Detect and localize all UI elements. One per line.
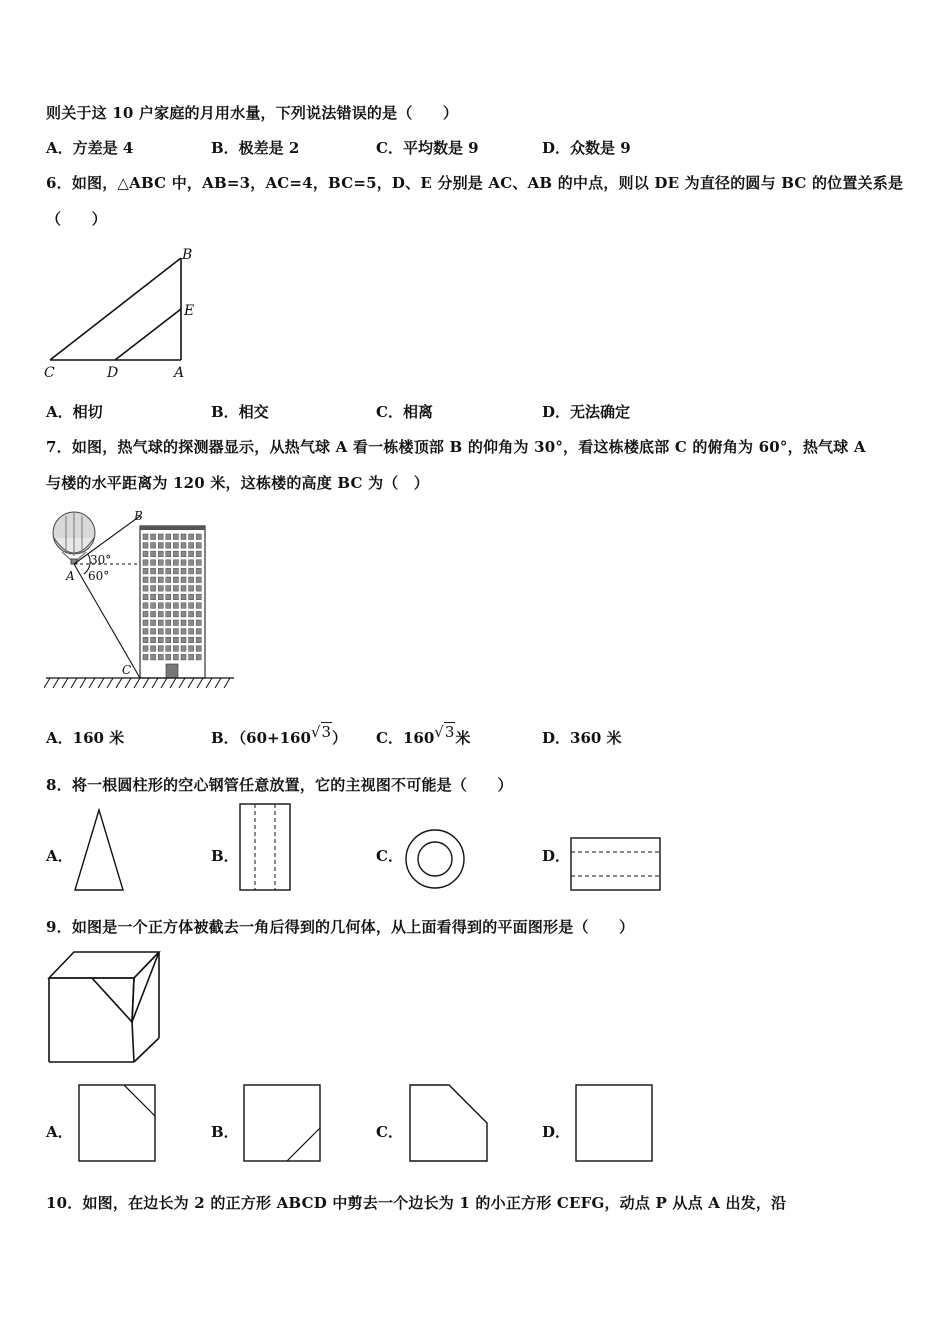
building-window xyxy=(181,594,186,600)
ground-hatch xyxy=(125,678,131,688)
building-window xyxy=(173,560,178,566)
q8-label-b[interactable]: B． xyxy=(211,847,239,865)
q9-option-d-square[interactable] xyxy=(573,1082,655,1164)
building-window xyxy=(196,629,201,635)
building-window xyxy=(189,594,194,600)
ground-hatch xyxy=(53,678,59,688)
building-window xyxy=(189,603,194,609)
building-window xyxy=(173,629,178,635)
q8-option-c-rings[interactable] xyxy=(402,826,468,892)
building-window xyxy=(173,534,178,540)
building-window xyxy=(151,551,156,557)
label-c: C xyxy=(122,663,132,677)
building-window xyxy=(151,603,156,609)
ground-hatch xyxy=(215,678,221,688)
ground-hatch xyxy=(188,678,194,688)
building-window xyxy=(158,594,163,600)
building-window xyxy=(166,568,171,574)
q7-balloon-building-figure xyxy=(44,508,238,694)
q8-option-d-rect-horizontal[interactable] xyxy=(568,834,664,894)
building-window xyxy=(158,646,163,652)
q7-stem-line2: 与楼的水平距离为 120 米，这栋楼的高度 BC 为（ ） xyxy=(46,474,429,492)
segment-de xyxy=(115,309,181,360)
building-window xyxy=(143,611,148,617)
q9-cut-cube-figure xyxy=(44,948,168,1070)
q6-stem-line2: （ ） xyxy=(46,210,107,228)
ground-hatch xyxy=(44,678,50,688)
building-window xyxy=(189,551,194,557)
building-window xyxy=(196,611,201,617)
building-window xyxy=(151,646,156,652)
building-window xyxy=(189,586,194,592)
building-window xyxy=(151,637,156,643)
building-window xyxy=(151,560,156,566)
building-window xyxy=(143,603,148,609)
ground-hatch xyxy=(197,678,203,688)
q7-option-d[interactable]: D．360 米 xyxy=(542,729,622,747)
ground-hatch xyxy=(152,678,158,688)
building-window xyxy=(151,568,156,574)
q9-option-a-square[interactable] xyxy=(76,1082,158,1164)
building-window xyxy=(196,654,201,660)
building-window xyxy=(158,637,163,643)
ground-hatch xyxy=(161,678,167,688)
building-window xyxy=(181,534,186,540)
q10-stem: 10．如图，在边长为 2 的正方形 ABCD 中剪去一个边长为 1 的小正方形 CEFG，动点 P 从点 A 出发，沿 xyxy=(46,1194,787,1212)
building-window xyxy=(143,637,148,643)
building-window xyxy=(158,568,163,574)
ground-hatch xyxy=(62,678,68,688)
q6-triangle-figure xyxy=(40,244,210,380)
building-window xyxy=(151,611,156,617)
building-window xyxy=(181,611,186,617)
building-window xyxy=(173,586,178,592)
building-window xyxy=(143,534,148,540)
building-window xyxy=(158,629,163,635)
building-window xyxy=(166,560,171,566)
q5-option-b[interactable]: B．极差是 2 xyxy=(211,139,300,157)
building-window xyxy=(196,586,201,592)
label-b: B xyxy=(134,509,143,523)
building-window xyxy=(166,629,171,635)
ground-hatch xyxy=(116,678,122,688)
building-window xyxy=(158,551,163,557)
q6-option-d[interactable]: D．无法确定 xyxy=(542,403,631,421)
angle-30-label: 30° xyxy=(90,553,112,567)
building-window xyxy=(189,560,194,566)
building-window xyxy=(196,577,201,583)
building-window xyxy=(143,646,148,652)
building-window xyxy=(143,551,148,557)
building-window xyxy=(173,620,178,626)
building-window xyxy=(189,620,194,626)
ground-hatch xyxy=(107,678,113,688)
q8-label-a[interactable]: A． xyxy=(46,847,73,865)
ground-hatch xyxy=(179,678,185,688)
building-window xyxy=(181,560,186,566)
building-window xyxy=(181,568,186,574)
building-window xyxy=(158,654,163,660)
building-window xyxy=(181,586,186,592)
building-window xyxy=(166,654,171,660)
q5-option-d[interactable]: D．众数是 9 xyxy=(542,139,631,157)
angle-60-label: 60° xyxy=(88,569,110,583)
q9-label-a[interactable]: A． xyxy=(46,1123,73,1141)
q6-stem-line1: 6．如图，△ABC 中，AB=3，AC=4，BC=5，D、E 分别是 AC、AB 的中点，则以 DE 为直径的圆与 BC 的位置关系是 xyxy=(46,174,904,192)
ground-hatch xyxy=(71,678,77,688)
ground-hatch xyxy=(98,678,104,688)
q9-option-b-square[interactable] xyxy=(241,1082,323,1164)
ground-hatch xyxy=(134,678,140,688)
q8-option-a-triangle[interactable] xyxy=(70,806,128,894)
building-window xyxy=(166,551,171,557)
building-window xyxy=(158,577,163,583)
building-window xyxy=(181,654,186,660)
q8-option-b-rect-vertical[interactable] xyxy=(236,802,294,894)
building-window xyxy=(196,603,201,609)
segment-cb xyxy=(50,258,181,360)
building-window xyxy=(166,637,171,643)
label-c: C xyxy=(44,365,55,380)
building-window xyxy=(181,629,186,635)
building-window xyxy=(189,577,194,583)
q9-label-b[interactable]: B． xyxy=(211,1123,239,1141)
building-window xyxy=(166,594,171,600)
building-window xyxy=(151,654,156,660)
building-window xyxy=(173,568,178,574)
building-window xyxy=(189,534,194,540)
building-window xyxy=(143,543,148,549)
building-window xyxy=(158,611,163,617)
building-window xyxy=(173,654,178,660)
q7-option-c-prefix: C．160 xyxy=(376,729,435,747)
building-window xyxy=(158,620,163,626)
q7-option-b[interactable] xyxy=(211,723,348,748)
ground-hatch xyxy=(80,678,86,688)
q6-option-b[interactable]: B．相交 xyxy=(211,403,269,421)
sqrt-symbol: √3 xyxy=(434,723,455,741)
q9-label-c[interactable]: C． xyxy=(376,1123,403,1141)
building-window xyxy=(143,654,148,660)
building-window xyxy=(158,603,163,609)
building-window xyxy=(166,603,171,609)
building-window xyxy=(173,551,178,557)
building-window xyxy=(196,646,201,652)
building-window xyxy=(143,594,148,600)
building-window xyxy=(181,551,186,557)
building-window xyxy=(158,586,163,592)
building-window xyxy=(173,594,178,600)
label-d: D xyxy=(107,365,119,380)
building-window xyxy=(181,603,186,609)
q5-option-a[interactable]: A．方差是 4 xyxy=(46,139,134,157)
building-window xyxy=(173,646,178,652)
building-window xyxy=(166,646,171,652)
building-window xyxy=(189,646,194,652)
ground-hatch xyxy=(206,678,212,688)
ground-hatch xyxy=(170,678,176,688)
building-window xyxy=(196,637,201,643)
building-window xyxy=(181,577,186,583)
q8-stem: 8．将一根圆柱形的空心钢管任意放置，它的主视图不可能是（ ） xyxy=(46,776,513,794)
ground-hatch xyxy=(143,678,149,688)
q5-stem: 则关于这 10 户家庭的月用水量，下列说法错误的是（ ） xyxy=(46,104,459,122)
building-window xyxy=(189,654,194,660)
q7-stem-line1: 7．如图，热气球的探测器显示，从热气球 A 看一栋楼顶部 B 的仰角为 30°，看这栋楼底部 C 的俯角为 60°，热气球 A xyxy=(46,438,866,456)
building-window xyxy=(158,543,163,549)
building-window xyxy=(189,611,194,617)
building-window xyxy=(181,637,186,643)
building-window xyxy=(196,551,201,557)
building-window xyxy=(196,534,201,540)
building-window xyxy=(151,543,156,549)
building-window xyxy=(189,629,194,635)
q7-option-b-prefix: B．（60+160 xyxy=(211,729,311,747)
building-window xyxy=(173,637,178,643)
building-window xyxy=(151,594,156,600)
q9-label-d[interactable]: D． xyxy=(542,1123,571,1141)
label-e: E xyxy=(184,303,195,319)
building-window xyxy=(173,577,178,583)
building-window xyxy=(181,543,186,549)
building-window xyxy=(151,534,156,540)
ground-hatch xyxy=(89,678,95,688)
building-window xyxy=(151,577,156,583)
building xyxy=(140,526,205,678)
building-window xyxy=(181,620,186,626)
q8-label-d[interactable]: D． xyxy=(542,847,571,865)
sqrt-symbol: √3 xyxy=(310,723,332,741)
building-window xyxy=(173,611,178,617)
building-window xyxy=(196,594,201,600)
building-window xyxy=(166,543,171,549)
building-window xyxy=(196,543,201,549)
building-window xyxy=(173,543,178,549)
q9-option-c-cut-square[interactable] xyxy=(407,1082,491,1164)
building-window xyxy=(151,629,156,635)
building-window xyxy=(196,620,201,626)
building-window xyxy=(151,620,156,626)
building-window xyxy=(166,586,171,592)
q7-option-c-suffix: 米 xyxy=(455,729,471,747)
building-window xyxy=(189,568,194,574)
building-window xyxy=(143,586,148,592)
label-b: B xyxy=(182,247,193,263)
building-window xyxy=(196,568,201,574)
q5-option-c[interactable]: C．平均数是 9 xyxy=(376,139,479,157)
label-a: A xyxy=(174,365,185,380)
q6-option-c[interactable]: C．相离 xyxy=(376,403,433,421)
building-window xyxy=(143,577,148,583)
building-window xyxy=(196,560,201,566)
building-window xyxy=(189,637,194,643)
ground-hatch xyxy=(224,678,230,688)
q9-stem: 9．如图是一个正方体被截去一角后得到的几何体，从上面看得到的平面图形是（ ） xyxy=(46,918,635,936)
q7-option-c[interactable] xyxy=(376,723,471,748)
building-window xyxy=(173,603,178,609)
q7-option-b-suffix: ） xyxy=(332,729,348,747)
building-window xyxy=(189,543,194,549)
building-window xyxy=(143,629,148,635)
building-window xyxy=(143,560,148,566)
building-window xyxy=(166,611,171,617)
q8-label-c[interactable]: C． xyxy=(376,847,403,865)
building-window xyxy=(158,534,163,540)
building-window xyxy=(143,568,148,574)
building-window xyxy=(151,586,156,592)
building-window xyxy=(166,577,171,583)
building-window xyxy=(158,560,163,566)
q6-option-a[interactable]: A．相切 xyxy=(46,403,103,421)
building-window xyxy=(166,534,171,540)
building-window xyxy=(181,646,186,652)
q7-option-a[interactable]: A．160 米 xyxy=(46,729,125,747)
building-window xyxy=(166,620,171,626)
building-window xyxy=(143,620,148,626)
label-a: A xyxy=(66,569,75,583)
